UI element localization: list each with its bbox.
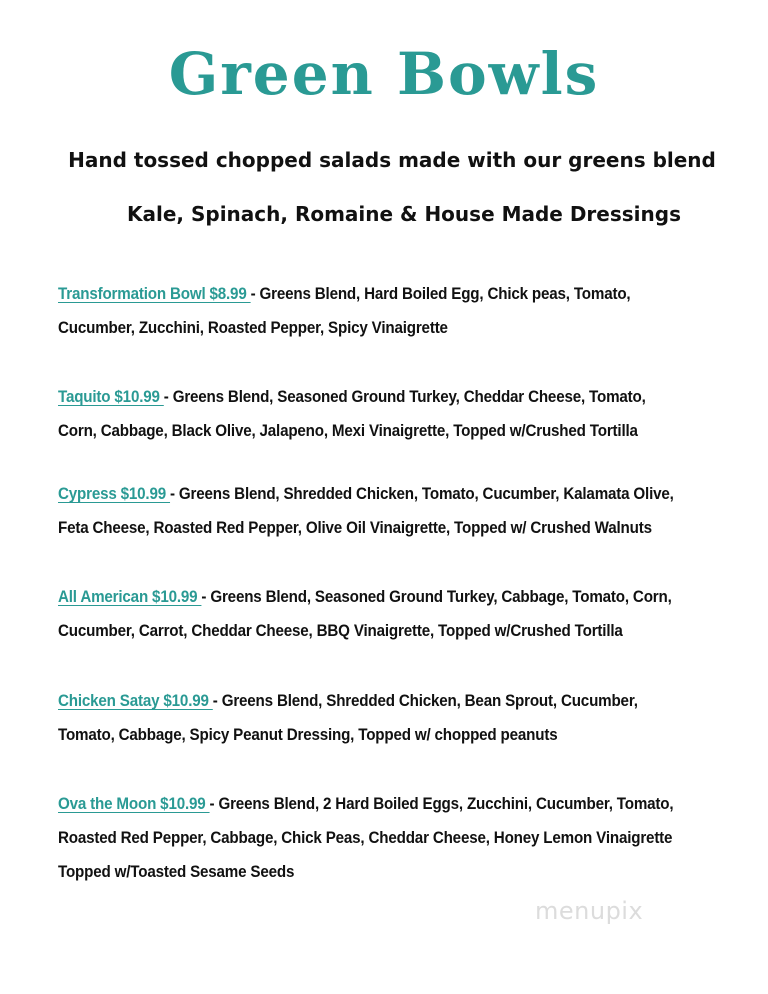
menu-item-line-2: Roasted Red Pepper, Cabbage, Chick Peas, Cheddar Cheese, Honey Lemon Vinaigrette [58,829,673,847]
menu-item-line-1 [58,580,748,614]
menu-item-name-link[interactable]: All American $10.99 [58,588,202,606]
menu-item-ova-the-moon [58,787,748,889]
menu-item-description: - Greens Blend, Shredded Chicken, Tomato, Cucumber, Kalamata Olive, [170,485,674,503]
menu-item-name-link[interactable]: Ova the Moon $10.99 [58,795,210,813]
menu-item-all-american [58,580,748,648]
menu-item-line-1 [58,277,748,311]
menu-item-line-2: Corn, Cabbage, Black Olive, Jalapeno, Mexi Vinaigrette, Topped w/Crushed Tortilla [58,422,638,440]
menu-item-taquito [58,380,748,448]
watermark-logo: menupix [535,897,644,925]
menu-item-name-link[interactable]: Cypress $10.99 [58,485,171,503]
menu-item-line-3: Topped w/Toasted Sesame Seeds [58,863,295,881]
menu-item-description: - Greens Blend, Seasoned Ground Turkey, Cabbage, Tomato, Corn, [201,588,672,606]
menu-item-line-1 [58,684,748,718]
menu-item-chicken-satay [58,684,748,752]
menu-item-line-2: Feta Cheese, Roasted Red Pepper, Olive Oil Vinaigrette, Topped w/ Crushed Walnuts [58,519,652,537]
menu-item-line-1 [58,380,748,414]
menu-item-name-link[interactable]: Taquito $10.99 [58,388,164,406]
menu-item-line-2: Cucumber, Carrot, Cheddar Cheese, BBQ Vinaigrette, Topped w/Crushed Tortilla [58,622,623,640]
menu-item-line-1 [58,477,748,511]
menu-item-line-2: Tomato, Cabbage, Spicy Peanut Dressing, Topped w/ chopped peanuts [58,726,558,744]
menu-item-description: - Greens Blend, Hard Boiled Egg, Chick peas, Tomato, [250,285,631,303]
subtitle-line-2: Kale, Spinach, Romaine & House Made Dressings [127,202,681,226]
menu-item-description: - Greens Blend, Seasoned Ground Turkey, Cheddar Cheese, Tomato, [163,388,646,406]
menu-item-line-1 [58,787,748,821]
menu-item-transformation-bowl [58,277,748,345]
menu-item-line-2: Cucumber, Zucchini, Roasted Pepper, Spicy Vinaigrette [58,319,448,337]
subtitle-line-1: Hand tossed chopped salads made with our greens blend [68,148,716,172]
page-title: Green Bowls [168,40,600,108]
menu-item-name-link[interactable]: Chicken Satay $10.99 [58,692,213,710]
menu-item-name-link[interactable]: Transformation Bowl $8.99 [58,285,251,303]
menu-item-cypress [58,477,748,545]
menu-item-description: - Greens Blend, 2 Hard Boiled Eggs, Zucchini, Cucumber, Tomato, [209,795,674,813]
menu-item-description: - Greens Blend, Shredded Chicken, Bean Sprout, Cucumber, [212,692,638,710]
